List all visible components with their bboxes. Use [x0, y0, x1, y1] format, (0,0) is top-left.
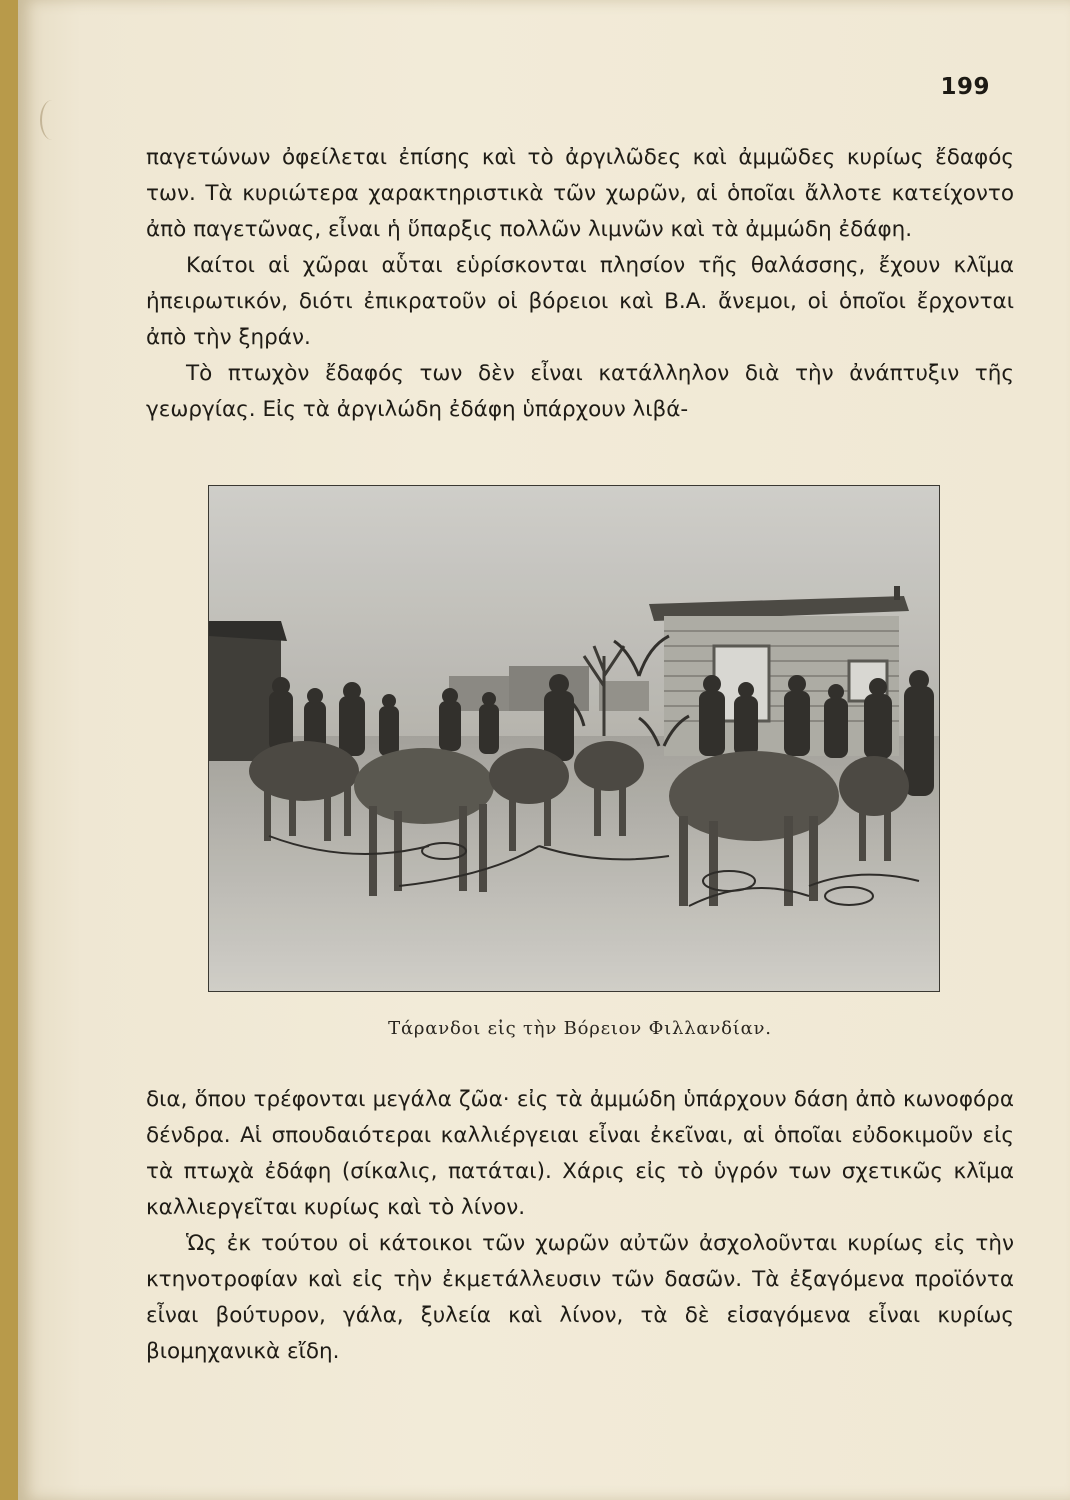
margin-mark [40, 100, 64, 140]
photo-caption: Τάρανδοι εἰς τὴν Βόρειον Φιλλανδίαν. [388, 1018, 772, 1039]
book-page [18, 0, 1070, 1500]
paragraph-top-1: παγετώνων ὀφείλεται ἐπίσης καὶ τὸ ἀργιλῶδες καὶ ἀμμῶδες κυρίως ἔδαφός των. Τὰ κυριώτερα χαρακτηριστικὰ τῶν χωρῶν, αἱ ὁποῖαι ἄλλοτε κατείχοντο ἀπὸ παγετῶνας, εἶναι ἡ ὕπαρξις πολλῶν λιμνῶν καὶ τὰ ἀμμώδη ἐδάφη. [146, 145, 1014, 242]
paragraph-bottom-2: Ὡς ἐκ τούτου οἱ κάτοικοι τῶν χωρῶν αὐτῶν ἀσχολοῦνται κυρίως εἰς τὴν κτηνοτροφίαν καὶ εἰς τὴν ἐκμετάλλευσιν τῶν δασῶν. Τὰ ἐξαγόμενα προϊόντα εἶναι βούτυρον, γάλα, ξυλεία καὶ λίνον, τὰ δὲ εἰσαγόμενα εἶναι κυρίως βιομηχανικὰ εἴδη. [146, 1231, 1014, 1364]
reindeer-photo [208, 485, 940, 992]
reindeer-photo-illustration [209, 486, 939, 991]
text-block-bottom [146, 1082, 1014, 1370]
paragraph-bottom-1: δια, ὅπου τρέφονται μεγάλα ζῶα· εἰς τὰ ἀμμώδη ὑπάρχουν δάση ἀπὸ κωνοφόρα δένδρα. Αἱ σπουδαιότεραι καλλιέργειαι εἶναι ἐκεῖναι, αἱ ὁποῖαι εὐδοκιμοῦν εἰς τὰ πτωχὰ ἐδάφη (σίκαλις, πατάται). Χάρις εἰς τὸ ὑγρόν των σχετικῶς κλῖμα καλλιεργεῖται κυρίως καὶ τὸ λίνον. [146, 1087, 1014, 1220]
page-number: 199 [940, 74, 990, 100]
paragraph-top-2: Καίτοι αἱ χῶραι αὗται εὑρίσκονται πλησίον τῆς θαλάσσης, ἔχουν κλῖμα ἠπειρωτικόν, διότι ἐπικρατοῦν οἱ βόρειοι καὶ Β.Α. ἄνεμοι, οἱ ὁποῖοι ἔρχονται ἀπὸ τὴν ξηράν. [146, 253, 1014, 350]
text-block-top [146, 140, 1014, 428]
paragraph-top-3: Τὸ πτωχὸν ἔδαφός των δὲν εἶναι κατάλληλον διὰ τὴν ἀνάπτυξιν τῆς γεωργίας. Εἰς τὰ ἀργιλώδη ἐδάφη ὑπάρχουν λιβά- [146, 361, 1014, 422]
